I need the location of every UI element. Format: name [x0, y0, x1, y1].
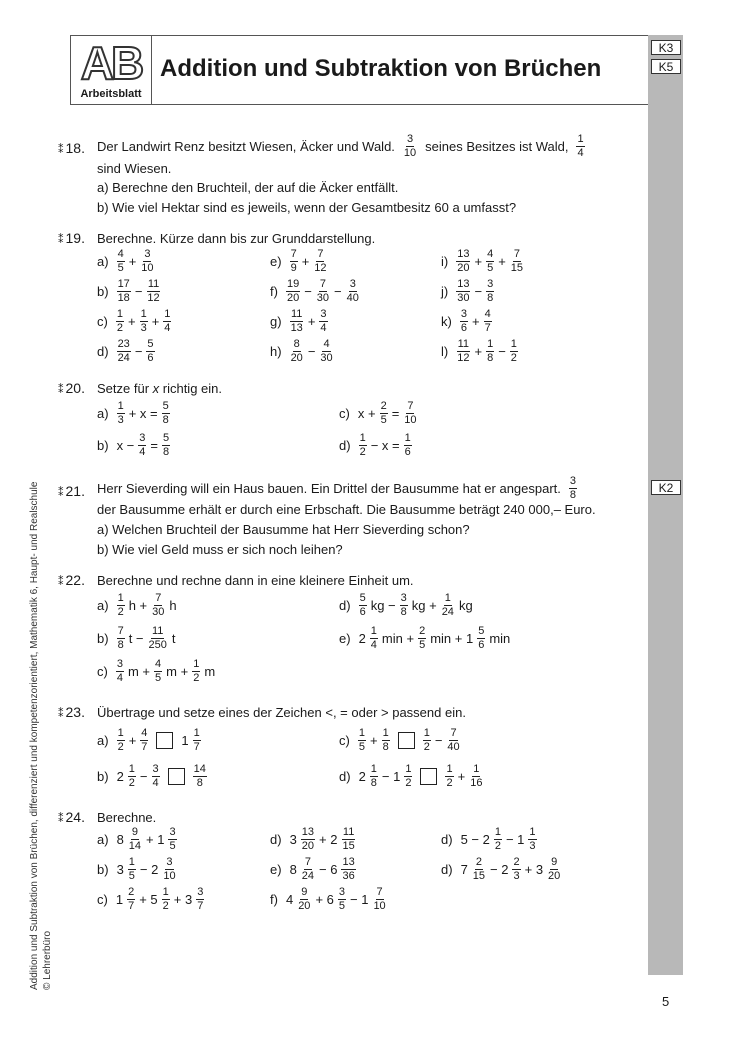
fraction: $\frac{2}{5}$: [419, 625, 426, 651]
fraction: $\frac{3}{4}$: [320, 308, 327, 334]
difficulty-icon: ⁑: [58, 234, 64, 246]
exercise: [97, 827, 179, 852]
task-22-number: ⁑ 22.: [58, 572, 85, 588]
expression-text: x +: [357, 406, 376, 421]
exercise-label: f): [270, 892, 278, 907]
fraction: $\frac{13}{20}$: [457, 248, 470, 274]
exercise: [339, 401, 420, 426]
fraction: $\frac{3}{10}$: [141, 248, 154, 274]
task-20-text: Setze für x richtig ein.: [97, 381, 223, 396]
exercise-label: b): [97, 631, 109, 646]
fraction: $\frac{7}{12}$: [314, 248, 327, 274]
expression-text: + x =: [128, 406, 158, 421]
exercise-label: c): [97, 664, 108, 679]
exercise: [441, 309, 494, 334]
expression-text: +: [301, 254, 310, 269]
exercise-label: d): [441, 862, 453, 877]
exercise-label: b): [97, 438, 109, 453]
fraction: $\frac{13}{20}$: [301, 826, 315, 852]
expression-text: m: [204, 664, 216, 679]
fraction: $\frac{7}{10}$: [404, 400, 417, 426]
expression-text: + 1: [146, 832, 165, 847]
task-21-b: b) Wie viel Geld muss er sich noch leihen?: [97, 542, 343, 557]
exercise: [270, 249, 330, 274]
fraction: $\frac{3}{8}$: [569, 475, 577, 501]
fraction: $\frac{7}{30}$: [316, 278, 330, 304]
exercise-label: c): [339, 406, 350, 421]
answer-box[interactable]: [398, 732, 415, 749]
fraction: $\frac{1}{8}$: [382, 727, 389, 753]
exercise-label: d): [441, 832, 453, 847]
fraction: $\frac{7}{15}$: [510, 248, 524, 274]
expression-text: 2: [358, 631, 366, 646]
expression-text: −: [134, 284, 143, 299]
expression-text: min +: [381, 631, 415, 646]
fraction: $\frac{23}{24}$: [117, 338, 130, 364]
expression-text: −: [474, 284, 483, 299]
exercise-label: i): [441, 254, 449, 269]
fraction: $\frac{1}{2}$: [116, 308, 123, 334]
expression-text: 8: [116, 832, 124, 847]
expression-text: min: [489, 631, 511, 646]
fraction: $\frac{1}{2}$: [359, 432, 366, 458]
exercise-label: f): [270, 284, 278, 299]
fraction: $\frac{11}{15}$: [342, 826, 355, 852]
fraction: $\frac{4}{5}$: [117, 248, 124, 274]
fraction: $\frac{1}{2}$: [162, 886, 169, 912]
exercise-label: d): [97, 344, 109, 359]
expression-text: −: [334, 284, 342, 299]
exercise: [97, 659, 217, 684]
exercise: [339, 764, 485, 789]
exercise: [97, 593, 179, 618]
fraction: $\frac{1}{2}$: [128, 763, 135, 789]
expression-text: kg −: [370, 598, 396, 613]
task-21-line1: Herr Sieverding will ein Haus bauen. Ein Drittel der Bausumme hat er angespart. $\frac{3}{8}$: [97, 475, 577, 501]
exercise-label: k): [441, 314, 452, 329]
fraction: $\frac{1}{7}$: [193, 727, 200, 753]
exercise-label: l): [441, 344, 449, 359]
expression-text: m +: [127, 664, 151, 679]
difficulty-icon: ⁑: [58, 144, 64, 156]
fraction: $\frac{1}{4}$: [370, 625, 377, 651]
fraction: $\frac{7}{30}$: [152, 592, 165, 618]
fraction: $\frac{3}{7}$: [197, 886, 204, 912]
expression-text: + 2: [319, 832, 338, 847]
fraction: $\frac{3}{10}$: [163, 856, 176, 882]
expression-text: + 3: [524, 862, 544, 877]
difficulty-icon: ⁑: [58, 487, 64, 499]
fraction: $\frac{1}{6}$: [404, 432, 411, 458]
expression-text: −: [134, 344, 143, 359]
expression-text: 5 − 2: [460, 832, 490, 847]
exercise-label: a): [97, 598, 109, 613]
expression-text: +: [128, 254, 137, 269]
fraction: $\frac{1}{2}$: [117, 592, 124, 618]
exercise: [339, 626, 512, 651]
answer-box[interactable]: [168, 768, 185, 785]
task-19-number: ⁑ 19.: [58, 230, 85, 246]
exercise-label: a): [97, 406, 109, 421]
task-23-text: Übertrage und setze eines der Zeichen <, = oder > passend ein.: [97, 705, 466, 720]
fraction: $\frac{5}{6}$: [478, 625, 485, 651]
expression-text: 2: [116, 769, 124, 784]
expression-text: 3: [116, 862, 124, 877]
expression-text: +: [474, 254, 483, 269]
exercise-label: b): [97, 284, 109, 299]
exercise: [97, 401, 172, 426]
fraction: $\frac{3}{8}$: [400, 592, 407, 618]
fraction: $\frac{3}{10}$: [403, 133, 417, 159]
expression-text: +: [498, 254, 506, 269]
answer-box[interactable]: [420, 768, 437, 785]
task-21-number: ⁑ 21.: [58, 483, 85, 499]
competence-strip: [648, 35, 683, 975]
expression-text: 1: [115, 892, 124, 907]
fraction: $\frac{1}{2}$: [446, 763, 453, 789]
exercise: [97, 626, 178, 651]
fraction: $\frac{2}{3}$: [513, 856, 520, 882]
fraction: $\frac{1}{2}$: [423, 727, 430, 753]
badge-k5: K5: [651, 59, 681, 74]
fraction: $\frac{1}{8}$: [487, 338, 494, 364]
expression-text: − 1: [505, 832, 525, 847]
fraction: $\frac{1}{2}$: [117, 727, 124, 753]
task-21-a: a) Welchen Bruchteil der Bausumme hat Herr Sieverding schon?: [97, 522, 470, 537]
exercise-label: c): [339, 733, 350, 748]
fraction: $\frac{1}{5}$: [128, 856, 135, 882]
expression-text: 7: [460, 862, 468, 877]
fraction: $\frac{8}{20}$: [290, 338, 303, 364]
fraction: $\frac{5}{6}$: [147, 338, 154, 364]
fraction: $\frac{1}{24}$: [441, 592, 454, 618]
fraction: $\frac{5}{8}$: [163, 432, 170, 458]
exercise-label: d): [339, 598, 351, 613]
exercise-label: g): [270, 314, 282, 329]
exercise: [441, 249, 526, 274]
expression-text: 3: [289, 832, 297, 847]
fraction: $\frac{3}{6}$: [460, 308, 467, 334]
copyright-sidebar: [28, 430, 54, 990]
exercise: [97, 339, 157, 364]
arbeitsblatt-logo: [70, 35, 152, 105]
difficulty-icon: ⁑: [58, 813, 64, 825]
expression-text: 8: [289, 862, 297, 877]
fraction: $\frac{3}{4}$: [152, 763, 159, 789]
logo-letters: AB: [80, 37, 142, 89]
fraction: $\frac{1}{3}$: [529, 826, 536, 852]
fraction: $\frac{3}{5}$: [338, 886, 345, 912]
exercise: [97, 309, 173, 334]
expression-text: +: [127, 314, 136, 329]
expression-text: t: [171, 631, 176, 646]
expression-text: m +: [166, 664, 189, 679]
expression-text: + 3: [173, 892, 193, 907]
expression-text: h: [169, 598, 177, 613]
fraction: $\frac{9}{20}$: [298, 886, 311, 912]
task-18-number: ⁑ 18.: [58, 140, 85, 156]
task-23-number: ⁑ 23.: [58, 704, 85, 720]
expression-text: kg +: [411, 598, 437, 613]
fraction: $\frac{13}{30}$: [457, 278, 470, 304]
exercise-label: a): [97, 733, 109, 748]
fraction: $\frac{9}{14}$: [128, 826, 142, 852]
expression-text: x −: [116, 438, 135, 453]
expression-text: −: [498, 344, 506, 359]
badge-k3: K3: [651, 40, 681, 55]
fraction: $\frac{5}{6}$: [359, 592, 366, 618]
fraction: $\frac{4}{5}$: [155, 658, 162, 684]
fraction: $\frac{1}{2}$: [193, 658, 200, 684]
exercise: [97, 728, 203, 753]
fraction: $\frac{14}{8}$: [193, 763, 206, 789]
exercise-label: a): [97, 832, 109, 847]
difficulty-icon: ⁑: [58, 708, 64, 720]
expression-text: min + 1: [430, 631, 474, 646]
exercise: [441, 827, 539, 852]
fraction: $\frac{2}{5}$: [380, 400, 387, 426]
expression-text: +: [307, 314, 316, 329]
fraction: $\frac{7}{9}$: [290, 248, 297, 274]
expression-text: +: [457, 769, 466, 784]
fraction: $\frac{3}{4}$: [116, 658, 123, 684]
exercise-label: d): [270, 832, 282, 847]
exercise: [441, 339, 520, 364]
difficulty-icon: ⁑: [58, 384, 64, 396]
exercise-label: b): [97, 769, 109, 784]
exercise-label: a): [97, 254, 109, 269]
exercise-label: e): [270, 254, 282, 269]
exercise: [270, 309, 330, 334]
fraction: $\frac{11}{250}$: [148, 625, 167, 651]
answer-box[interactable]: [156, 732, 173, 749]
fraction: $\frac{1}{16}$: [470, 763, 483, 789]
task-18-b: b) Wie viel Hektar sind es jeweils, wenn der Gesamtbesitz 60 a umfasst?: [97, 200, 517, 215]
fraction: $\frac{1}{4}$: [577, 133, 584, 159]
exercise: [270, 857, 358, 882]
badge-k2: K2: [651, 480, 681, 495]
expression-text: +: [474, 344, 483, 359]
expression-text: =: [150, 438, 158, 453]
expression-text: − 6: [319, 862, 338, 877]
task-21-line2: der Bausumme erhält er durch eine Erbschaft. Die Bausumme beträgt 240 000,– Euro.: [97, 502, 596, 517]
expression-text: −: [434, 733, 443, 748]
expression-text: 1: [181, 733, 189, 748]
fraction: $\frac{9}{20}$: [548, 856, 561, 882]
exercise-label: h): [270, 344, 282, 359]
exercise-label: b): [97, 862, 109, 877]
page-number: 5: [662, 994, 670, 1009]
exercise: [97, 857, 179, 882]
expression-text: −: [307, 344, 316, 359]
exercise: [339, 593, 475, 618]
exercise-label: e): [270, 862, 282, 877]
fraction: $\frac{7}{24}$: [301, 856, 315, 882]
fraction: $\frac{4}{7}$: [141, 727, 148, 753]
exercise-label: c): [97, 314, 108, 329]
fraction: $\frac{13}{36}$: [342, 856, 355, 882]
expression-text: h +: [128, 598, 148, 613]
exercise: [97, 279, 163, 304]
sidebar-text: Addition und Subtraktion von Brüchen, differenziert und kompetenzorientiert, Mathematik 6, Haupt- und Realschule © Lehrerbüro: [29, 481, 53, 990]
fraction: $\frac{2}{15}$: [472, 856, 486, 882]
expression-text: − 1: [350, 892, 369, 907]
expression-text: − 1: [381, 769, 401, 784]
exercise: [97, 887, 206, 912]
fraction: $\frac{3}{5}$: [169, 826, 176, 852]
expression-text: + 5: [139, 892, 158, 907]
expression-text: 4: [285, 892, 294, 907]
fraction: $\frac{17}{18}$: [117, 278, 130, 304]
exercise-label: j): [441, 284, 449, 299]
exercise: [97, 433, 172, 458]
expression-text: 2: [358, 769, 366, 784]
fraction: $\frac{1}{4}$: [164, 308, 171, 334]
task-22-text: Berechne und rechne dann in eine kleinere Einheit um.: [97, 573, 414, 588]
expression-text: t −: [128, 631, 144, 646]
exercise: [339, 433, 414, 458]
exercise: [270, 827, 358, 852]
expression-text: +: [471, 314, 480, 329]
exercise: [441, 279, 496, 304]
fraction: $\frac{1}{2}$: [405, 763, 412, 789]
fraction: $\frac{4}{5}$: [487, 248, 494, 274]
logo-subtitle: Arbeitsblatt: [80, 88, 142, 100]
exercise-label: d): [339, 769, 351, 784]
expression-text: −: [304, 284, 312, 299]
exercise: [97, 249, 157, 274]
exercise: [270, 887, 389, 912]
exercise: [97, 764, 209, 789]
expression-text: −: [139, 769, 148, 784]
expression-text: +: [151, 314, 160, 329]
expression-text: +: [128, 733, 137, 748]
fraction: $\frac{1}{2}$: [510, 338, 517, 364]
exercise-label: c): [97, 892, 108, 907]
fraction: $\frac{4}{7}$: [484, 308, 491, 334]
exercise: [339, 728, 463, 753]
task-24-number: ⁑ 24.: [58, 809, 85, 825]
fraction: $\frac{5}{8}$: [162, 400, 169, 426]
task-18-a: a) Berechne den Bruchteil, der auf die Äcker entfällt.: [97, 180, 399, 195]
exercise-label: d): [339, 438, 351, 453]
fraction: $\frac{1}{3}$: [140, 308, 147, 334]
fraction: $\frac{3}{4}$: [139, 432, 146, 458]
fraction: $\frac{11}{13}$: [290, 308, 303, 334]
fraction: $\frac{1}{8}$: [370, 763, 377, 789]
fraction: $\frac{2}{7}$: [128, 886, 135, 912]
difficulty-icon: ⁑: [58, 576, 64, 588]
fraction: $\frac{19}{20}$: [286, 278, 300, 304]
fraction: $\frac{7}{10}$: [373, 886, 386, 912]
expression-text: − 2: [490, 862, 509, 877]
fraction: $\frac{1}{3}$: [117, 400, 124, 426]
fraction: $\frac{3}{40}$: [346, 278, 359, 304]
fraction: $\frac{1}{2}$: [494, 826, 501, 852]
task-18-line1: Der Landwirt Renz besitzt Wiesen, Äcker und Wald. $\frac{3}{10}$ seines Besitzes ist Wald, $\frac{1}{4}$: [97, 133, 584, 159]
expression-text: =: [391, 406, 400, 421]
expression-text: kg: [458, 598, 473, 613]
expression-text: + 6: [315, 892, 334, 907]
page-title: Addition und Subtraktion von Brüchen: [160, 55, 602, 82]
task-24-text: Berechne.: [97, 810, 157, 825]
fraction: $\frac{11}{12}$: [147, 278, 160, 304]
task-20-number: ⁑ 20.: [58, 380, 85, 396]
exercise: [270, 279, 362, 304]
exercise: [441, 857, 563, 882]
exercise-label: e): [339, 631, 351, 646]
expression-text: +: [369, 733, 378, 748]
fraction: $\frac{1}{5}$: [358, 727, 365, 753]
expression-text: − x =: [370, 438, 400, 453]
expression-text: − 2: [139, 862, 159, 877]
exercise: [270, 339, 336, 364]
task-18-line2: sind Wiesen.: [97, 161, 172, 176]
task-19-text: Berechne. Kürze dann bis zur Grunddarstellung.: [97, 231, 376, 246]
fraction: $\frac{3}{8}$: [487, 278, 494, 304]
fraction: $\frac{7}{40}$: [447, 727, 460, 753]
fraction: $\frac{4}{30}$: [320, 338, 333, 364]
fraction: $\frac{11}{12}$: [457, 338, 470, 364]
fraction: $\frac{7}{8}$: [117, 625, 124, 651]
